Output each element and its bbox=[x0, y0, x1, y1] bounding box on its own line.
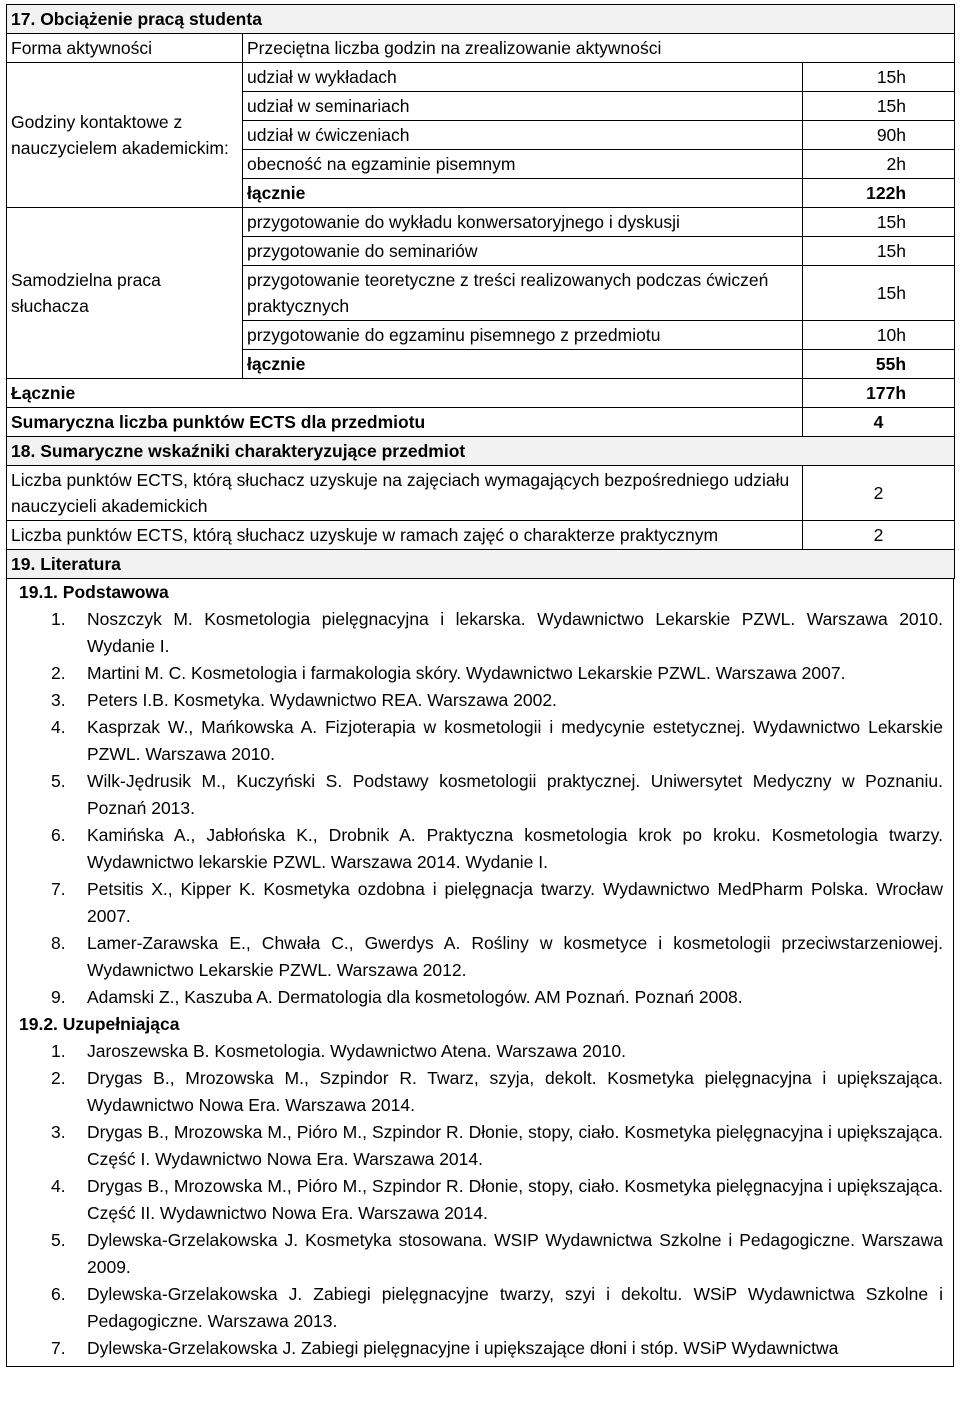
literature-item-text: Wilk-Jędrusik M., Kuczyński S. Podstawy kosmetologii praktycznej. Uniwersytet Medyczny w Poznaniu. Poznań 2013. bbox=[87, 771, 943, 818]
literature-item-text: Dylewska-Grzelakowska J. Zabiegi pielęgnacyjne i upiększające dłoni i stóp. WSiP Wydawnictwa bbox=[87, 1338, 839, 1358]
literature-item-number: 2. bbox=[51, 1068, 66, 1088]
grand-total-hours: 177h bbox=[803, 379, 955, 408]
literature-item-number: 7. bbox=[51, 1338, 66, 1358]
contact-hours: 15h bbox=[803, 92, 955, 121]
contact-activity: udział w seminariach bbox=[243, 92, 803, 121]
literature-item-number: 1. bbox=[51, 1041, 66, 1061]
literature-item-text: Petsitis X., Kipper K. Kosmetyka ozdobna i pielęgnacja twarzy. Wydawnictwo MedPharm Polska. Wrocław 2007. bbox=[87, 879, 943, 926]
literature-item bbox=[7, 1335, 953, 1362]
indicator-value: 2 bbox=[803, 521, 955, 550]
self-total-hours: 55h bbox=[803, 350, 955, 379]
contact-activity: udział w ćwiczeniach bbox=[243, 121, 803, 150]
contact-total-hours: 122h bbox=[803, 179, 955, 208]
literature-item bbox=[7, 1065, 953, 1119]
section-17-title: 17. Obciążenie pracą studenta bbox=[7, 5, 955, 34]
literature-item-number: 6. bbox=[51, 825, 66, 845]
indicator-value: 2 bbox=[803, 466, 955, 521]
self-activity: przygotowanie teoretyczne z treści realizowanych podczas ćwiczeń praktycznych bbox=[243, 266, 803, 321]
literature-item-text: Peters I.B. Kosmetyka. Wydawnictwo REA. Warszawa 2002. bbox=[87, 690, 557, 710]
literature-item bbox=[7, 768, 953, 822]
grand-total-label: Łącznie bbox=[7, 379, 803, 408]
self-activity: przygotowanie do seminariów bbox=[243, 237, 803, 266]
contact-activity: obecność na egzaminie pisemnym bbox=[243, 150, 803, 179]
literature-item bbox=[7, 1281, 953, 1335]
self-activity: przygotowanie do wykładu konwersatoryjnego i dyskusji bbox=[243, 208, 803, 237]
self-hours: 15h bbox=[803, 208, 955, 237]
literature-item bbox=[7, 1173, 953, 1227]
literature-item bbox=[7, 876, 953, 930]
literature-item-text: Dylewska-Grzelakowska J. Kosmetyka stosowana. WSIP Wydawnictwa Szkolne i Pedagogiczne. Warszawa 2009. bbox=[87, 1230, 943, 1277]
supplementary-literature-list bbox=[7, 1038, 953, 1362]
indicator-label: Liczba punktów ECTS, którą słuchacz uzyskuje w ramach zajęć o charakterze praktycznym bbox=[7, 521, 803, 550]
self-hours: 10h bbox=[803, 321, 955, 350]
literature-section bbox=[6, 579, 954, 1367]
literature-item-text: Drygas B., Mrozowska M., Pióro M., Szpindor R. Dłonie, stopy, ciało. Kosmetyka pielęgnacyjna i upiększająca. Część II. Wydawnictwo Nowa Era. Warszawa 2014. bbox=[87, 1176, 943, 1223]
contact-activity: udział w wykładach bbox=[243, 63, 803, 92]
literature-item-number: 4. bbox=[51, 1176, 66, 1196]
literature-item-text: Drygas B., Mrozowska M., Szpindor R. Twarz, szyja, dekolt. Kosmetyka pielęgnacyjna i upiększająca. Wydawnictwo Nowa Era. Warszawa 2014. bbox=[87, 1068, 943, 1115]
literature-item bbox=[7, 714, 953, 768]
self-hours: 15h bbox=[803, 266, 955, 321]
column-header-average-hours: Przeciętna liczba godzin na zrealizowanie aktywności bbox=[243, 34, 955, 63]
contact-hours: 2h bbox=[803, 150, 955, 179]
literature-item-number: 4. bbox=[51, 717, 66, 737]
literature-item bbox=[7, 660, 953, 687]
document-page bbox=[6, 0, 954, 1367]
literature-item-number: 2. bbox=[51, 663, 66, 683]
contact-hours: 15h bbox=[803, 63, 955, 92]
self-total-label: łącznie bbox=[243, 350, 803, 379]
indicator-label: Liczba punktów ECTS, którą słuchacz uzyskuje na zajęciach wymagających bezpośredniego udziału nauczycieli akademickich bbox=[7, 466, 803, 521]
literature-item-number: 3. bbox=[51, 1122, 66, 1142]
basic-literature-list bbox=[7, 606, 953, 1011]
literature-item bbox=[7, 1119, 953, 1173]
literature-item-number: 9. bbox=[51, 987, 66, 1007]
literature-item bbox=[7, 984, 953, 1011]
section-19-title: 19. Literatura bbox=[7, 550, 955, 579]
literature-item-number: 8. bbox=[51, 933, 66, 953]
literature-item-number: 1. bbox=[51, 609, 66, 629]
literature-item bbox=[7, 606, 953, 660]
literature-item-number: 3. bbox=[51, 690, 66, 710]
literature-item-number: 5. bbox=[51, 771, 66, 791]
literature-item-text: Kasprzak W., Mańkowska A. Fizjoterapia w kosmetologii i medycynie estetycznej. Wydawnictwo Lekarskie PZWL. Warszawa 2010. bbox=[87, 717, 943, 764]
literature-item bbox=[7, 1038, 953, 1065]
literature-item bbox=[7, 930, 953, 984]
literature-item-text: Kamińska A., Jabłońska K., Drobnik A. Praktyczna kosmetologia krok po kroku. Kosmetologia twarzy. Wydawnictwo lekarskie PZWL. Warszawa 2014. Wydanie I. bbox=[87, 825, 943, 872]
literature-item bbox=[7, 1227, 953, 1281]
literature-item-text: Lamer-Zarawska E., Chwała C., Gwerdys A. Rośliny w kosmetyce i kosmetologii przeciwstarzeniowej. Wydawnictwo Lekarskie PZWL. Warszawa 2012. bbox=[87, 933, 943, 980]
contact-hours: 90h bbox=[803, 121, 955, 150]
literature-item-number: 5. bbox=[51, 1230, 66, 1250]
literature-item-number: 6. bbox=[51, 1284, 66, 1304]
self-activity: przygotowanie do egzaminu pisemnego z przedmiotu bbox=[243, 321, 803, 350]
literature-item bbox=[7, 822, 953, 876]
ects-total-value: 4 bbox=[803, 408, 955, 437]
literature-item-text: Jaroszewska B. Kosmetologia. Wydawnictwo Atena. Warszawa 2010. bbox=[87, 1041, 627, 1061]
literature-item-text: Martini M. C. Kosmetologia i farmakologia skóry. Wydawnictwo Lekarskie PZWL. Warszawa 2007. bbox=[87, 663, 846, 683]
self-study-label: Samodzielna praca słuchacza bbox=[7, 208, 243, 379]
section-18-title: 18. Sumaryczne wskaźniki charakteryzujące przedmiot bbox=[7, 437, 955, 466]
literature-item-text: Dylewska-Grzelakowska J. Zabiegi pielęgnacyjne twarzy, szyi i dekoltu. WSiP Wydawnictwa Szkolne i Pedagogiczne. Warszawa 2013. bbox=[87, 1284, 943, 1331]
basic-literature-heading: 19.1. Podstawowa bbox=[19, 582, 169, 602]
ects-total-label: Sumaryczna liczba punktów ECTS dla przedmiotu bbox=[7, 408, 803, 437]
contact-total-label: łącznie bbox=[243, 179, 803, 208]
literature-item-text: Drygas B., Mrozowska M., Pióro M., Szpindor R. Dłonie, stopy, ciało. Kosmetyka pielęgnacyjna i upiększająca. Część I. Wydawnictwo Nowa Era. Warszawa 2014. bbox=[87, 1122, 943, 1169]
contact-hours-label: Godziny kontaktowe z nauczycielem akademickim: bbox=[7, 63, 243, 208]
self-hours: 15h bbox=[803, 237, 955, 266]
literature-item-number: 7. bbox=[51, 879, 66, 899]
column-header-activity-form: Forma aktywności bbox=[7, 34, 243, 63]
literature-item bbox=[7, 687, 953, 714]
workload-table bbox=[6, 4, 955, 579]
supplementary-literature-heading: 19.2. Uzupełniająca bbox=[19, 1014, 180, 1034]
literature-item-text: Adamski Z., Kaszuba A. Dermatologia dla kosmetologów. AM Poznań. Poznań 2008. bbox=[87, 987, 743, 1007]
literature-item-text: Noszczyk M. Kosmetologia pielęgnacyjna i lekarska. Wydawnictwo Lekarskie PZWL. Warszawa 2010. Wydanie I. bbox=[87, 609, 943, 656]
